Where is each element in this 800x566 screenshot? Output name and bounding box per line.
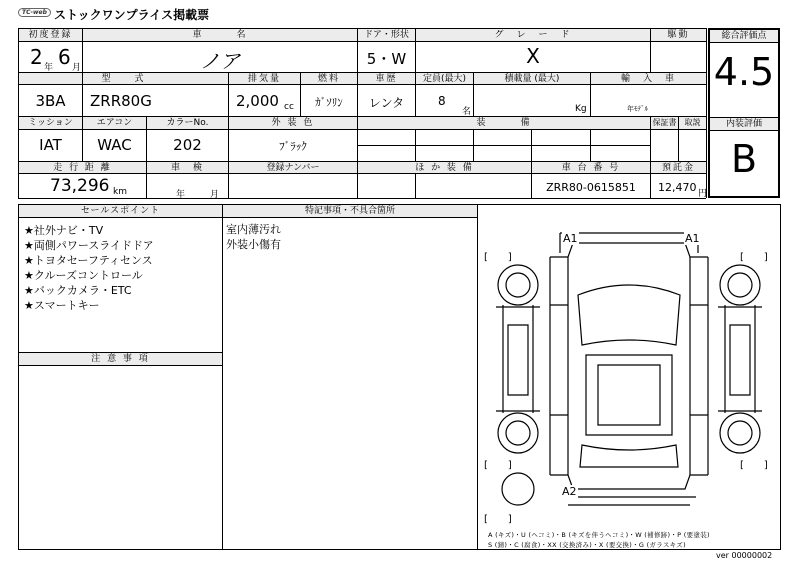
mileage-unit: km: [113, 187, 127, 197]
notes-label: 注 意 事 項: [91, 354, 150, 364]
warranty-label: 保証書: [652, 118, 677, 127]
color-no: 202: [173, 136, 202, 154]
grade-value: X: [526, 44, 540, 68]
deposit-label: 預託金: [661, 163, 695, 173]
fuel-label: 燃料: [317, 74, 340, 84]
capacity-unit: 名: [462, 107, 472, 117]
chassis-label: 車 台 番 号: [561, 163, 621, 173]
import-label: 輸 入 車: [620, 74, 676, 84]
deposit-unit: 円: [698, 189, 708, 199]
exterior-color-label: 外 装 色: [271, 118, 315, 128]
door-type: 5・W: [366, 50, 407, 68]
model-label: 型 式: [101, 74, 146, 84]
bracket-left-bottom: [ ]: [484, 460, 512, 471]
equipment-label: 装 備: [476, 118, 532, 128]
load-unit: Kg: [575, 104, 587, 114]
bracket-right-bottom: [ ]: [740, 460, 768, 471]
capacity-label: 定員(最大): [422, 74, 467, 84]
aircon: WAC: [97, 136, 132, 154]
sales-point-item: ★社外ナビ・TV: [24, 224, 104, 237]
remark-item: 外装小傷有: [226, 238, 281, 251]
import-note: 年ﾓﾃﾞﾙ: [627, 105, 648, 113]
remark-item: 室内薄汚れ: [226, 223, 281, 236]
aircon-label: エアコン: [96, 118, 133, 128]
sales-point-item: ★両側パワースライドドア: [24, 239, 154, 252]
deposit: 12,470: [658, 181, 697, 194]
color-no-label: カラーNo.: [166, 118, 209, 128]
page-title: ストックワンプライス掲載票: [54, 8, 210, 22]
remarks-label: 特記事項・不具合箇所: [304, 206, 395, 216]
first-reg-month: 6: [58, 45, 71, 69]
tc-web-logo: TC-web: [18, 8, 51, 17]
model-code: ZRR80G: [90, 92, 152, 110]
damage-mark-a1-left: A1: [563, 232, 578, 245]
overall-score: 4.5: [713, 50, 775, 94]
load-label: 積載量 (最大): [504, 74, 560, 84]
grade-label: グ レ ー ド: [494, 30, 572, 40]
sales-point-item: ★バックカメラ・ETC: [24, 284, 132, 297]
displacement-unit: cc: [284, 102, 294, 112]
mileage: 73,296: [50, 176, 110, 196]
sales-point-item: ★スマートキー: [24, 299, 100, 312]
sales-point-item: ★クルーズコントロール: [24, 269, 143, 282]
other-equipment-label: ほ か 装 備: [415, 163, 474, 173]
drive-label: 駆動: [667, 30, 690, 40]
model-prefix: 3BA: [35, 92, 66, 110]
exterior-color: ﾌﾞﾗｯｸ: [279, 140, 307, 153]
car-name: ノア: [200, 49, 240, 73]
displacement-label: 排気量: [247, 74, 281, 84]
capacity: 8: [438, 94, 446, 108]
first-reg-label: 初度登録: [28, 30, 73, 40]
interior-score: B: [730, 137, 758, 181]
plate-label: 登録ナンバー: [266, 163, 320, 173]
vehicle-damage-diagram: [478, 205, 780, 549]
manual-label: 取説: [684, 118, 701, 127]
score-panel: [708, 28, 780, 198]
door-type-label: ドア・形状: [364, 30, 409, 40]
damage-legend-line2: S (錆)・C (腐食)・XX (交換済み)・X (要交換)・G (ガラスキズ): [488, 541, 686, 549]
sales-point-item: ★トヨタセーフティセンス: [24, 254, 153, 267]
inspection-month-unit: 月: [210, 190, 220, 200]
bracket-right-top: [ ]: [740, 252, 768, 263]
damage-legend-line1: A (キズ)・U (ヘコミ)・B (キズを伴うヘコミ)・W (補修跡)・P (要塗装): [488, 531, 710, 539]
damage-mark-a1-right: A1: [685, 232, 700, 245]
car-name-label: 車 名: [192, 30, 248, 40]
history: レンタ: [368, 96, 405, 110]
chassis-number: ZRR80-0615851: [546, 181, 636, 194]
fuel: ｶﾞｿﾘﾝ: [315, 96, 343, 109]
bracket-left-top: [ ]: [484, 252, 512, 263]
first-reg-month-unit: 月: [72, 63, 82, 73]
interior-score-label: 内装評価: [725, 119, 762, 129]
mileage-label: 走 行 距 離: [53, 163, 112, 173]
inspection-year-unit: 年: [176, 190, 186, 200]
version-label: ver 00000002: [716, 551, 773, 560]
damage-mark-a2: A2: [562, 485, 577, 498]
sales-points-label: セールスポイント: [80, 206, 161, 216]
displacement: 2,000: [236, 92, 279, 110]
header: [14, 4, 414, 26]
overall-score-label: 総合評価点: [721, 31, 767, 41]
first-reg-year-unit: 年: [44, 63, 54, 73]
mission-label: ミッション: [28, 118, 73, 128]
bracket-bottom: [ ]: [484, 514, 512, 525]
history-label: 車歴: [375, 74, 398, 84]
mission: IAT: [39, 136, 62, 154]
first-reg-year: 2: [30, 45, 43, 69]
inspection-label: 車 検: [170, 163, 204, 173]
